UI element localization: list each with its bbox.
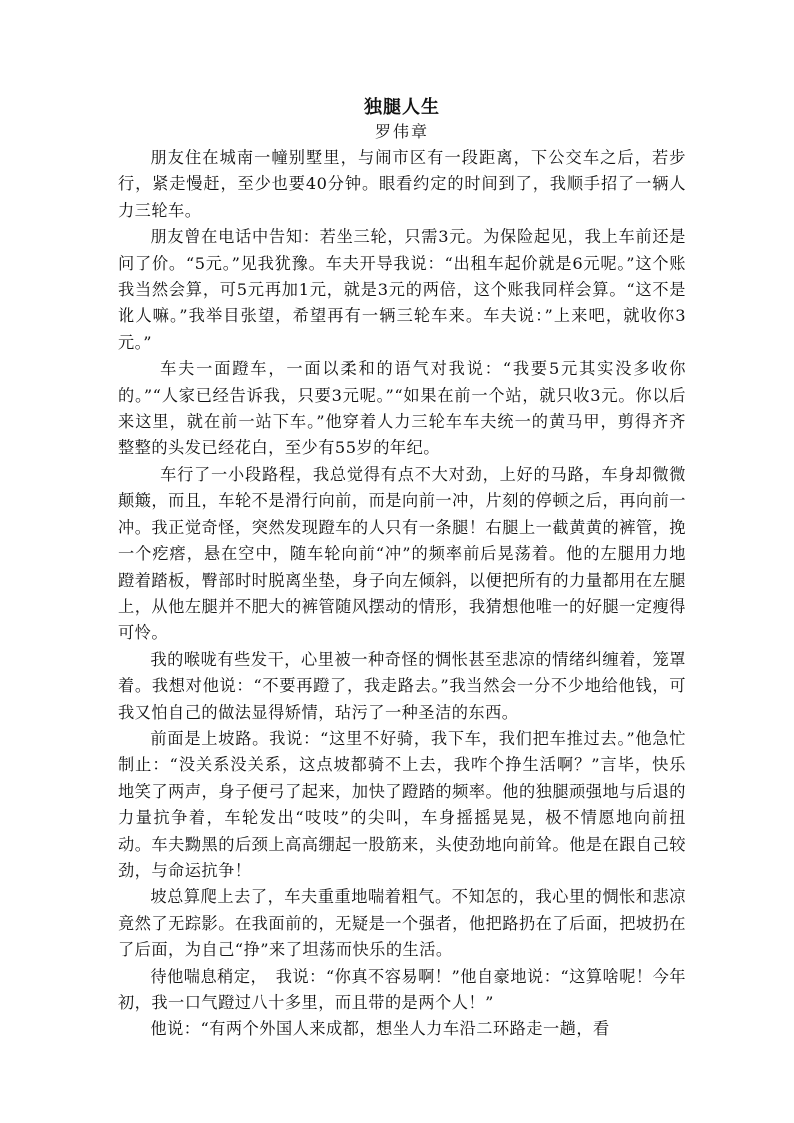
article-author: 罗伟章: [374, 122, 429, 141]
paragraph-6: 前面是上坡路。我说：“这里不好骑，我下车，我们把车推过去。”他急忙制止：“没关系没关系，这点坡都骑不上去，我咋个挣生活啊？”言毕，快乐地笑了两声，身子便弓了起来，加快了蹬踏的频率。他的独腿顽强地与后退的力量抗争着，车轮发出“吱吱”的尖叫，车身摇摇晃晃，极不情愿地向前扭动。车夫黝黑的后颈上高高绷起一股筋来，头使劲地向前耸。他是在跟自己较劲，与命运抗争！: [118, 728, 686, 880]
paragraph-1: 朋友住在城南一幢别墅里，与闹市区有一段距离，下公交车之后，若步行，紧走慢赶，至少也要40分钟。眼看约定的时间到了，我顺手招了一辆人力三轮车。: [118, 148, 686, 220]
paragraph-8: 待他喘息稍定， 我说：“你真不容易啊！”他自豪地说：“这算啥呢！今年初，我一口气蹬过八十多里，而且带的是两个人！”: [118, 966, 686, 1012]
paragraph-4: 车行了一小段路程，我总觉得有点不大对劲，上好的马路，车身却微微颠簸，而且，车轮不是滑行向前，而是向前一冲，片刻的停顿之后，再向前一冲。我正觉奇怪，突然发现蹬车的人只有一条腿！右腿上一截黄黄的裤管，挽一个疙瘩，悬在空中，随车轮向前“冲”的频率前后晃荡着。他的左腿用力地蹬着踏板，臀部时时脱离坐垫，身子向左倾斜，以便把所有的力量都用在左腿上，从他左腿并不肥大的裤管随风摆动的情形，我猜想他唯一的好腿一定瘦得可怜。: [118, 464, 686, 643]
paragraph-9: 他说：“有两个外国人来成都，想坐人力车沿二环路走一趟，看: [150, 1019, 610, 1039]
paragraph-7: 坡总算爬上去了，车夫重重地喘着粗气。不知怎的，我心里的惆怅和悲凉竟然了无踪影。在我面前的，无疑是一个强者，他把路扔在了后面，把坡扔在了后面，为自己“挣”来了坦荡而快乐的生活。: [118, 887, 686, 960]
document-page: [118, 95, 686, 1043]
paragraph-2: 朋友曾在电话中告知：若坐三轮，只需3元。为保险起见，我上车前还是问了价。“5元。”见我犹豫。车夫开导我说：“出租车起价就是6元呢。”这个账我当然会算，可5元再加1元，就是3元的两倍，这个账我同样会算。“这不是讹人嘛。”我举目张望，希望再有一辆三轮车来。车夫说：”上来吧，就收你3元。”: [118, 227, 686, 352]
paragraph-3: 车夫一面蹬车，一面以柔和的语气对我说：“我要5元其实没多收你的。”“人家已经告诉我，只要3元呢。”“如果在前一个站，就只收3元。你以后来这里，就在前一站下车。”他穿着人力三轮车车夫统一的黄马甲，剪得齐齐整整的头发已经花白，至少有55岁的年纪。: [118, 359, 686, 458]
article-title: 独腿人生: [364, 97, 440, 118]
paragraph-5: 我的喉咙有些发干，心里被一种奇怪的惆怅甚至悲凉的情绪纠缠着，笼罩着。我想对他说：“不要再蹬了，我走路去。”我当然会一分不少地给他钱，可我又怕自己的做法显得矫情，玷污了一种圣洁的东西。: [118, 649, 686, 722]
